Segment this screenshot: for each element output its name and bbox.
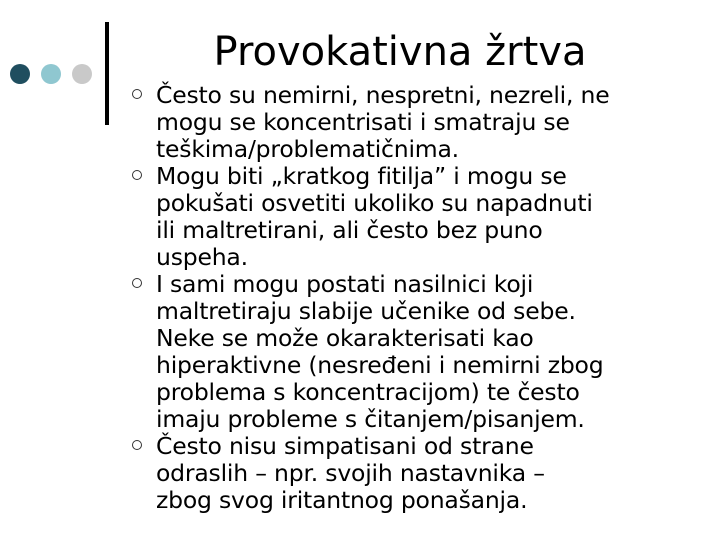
bullet-item-4 — [126, 433, 716, 514]
dark-teal-dot-icon — [10, 64, 30, 84]
hollow-circle-bullet-icon — [132, 170, 142, 180]
bullet-4-line-2: odraslih – npr. svojih nastavnika – — [156, 459, 545, 487]
bullet-3-line-1: I sami mogu postati nasilnici koji — [156, 270, 534, 298]
bullet-3-line-6: imaju probleme s čitanjem/pisanjem. — [156, 405, 585, 433]
bullet-1-line-3: teškima/problematičnima. — [156, 135, 459, 163]
hollow-circle-bullet-icon — [132, 89, 142, 99]
bullet-2-line-1: Mogu biti „kratkog fitilja” i mogu se — [156, 162, 567, 190]
vertical-divider — [105, 22, 109, 125]
decorative-dots — [10, 62, 96, 86]
bullet-3-line-2: maltretiraju slabije učenike od sebe. — [156, 297, 576, 325]
hollow-circle-bullet-icon — [132, 440, 142, 450]
bullet-4-line-3: zbog svog iritantnog ponašanja. — [156, 486, 528, 514]
bullet-item-2 — [126, 163, 716, 271]
light-teal-dot-icon — [41, 64, 61, 84]
bullet-4-line-1: Često nisu simpatisani od strane — [156, 432, 534, 460]
bullet-1-line-1: Često su nemirni, nespretni, nezreli, ne — [156, 81, 610, 109]
bullet-3-line-5: problema s koncentracijom) te često — [156, 378, 580, 406]
bullet-1-line-2: mogu se koncentrisati i smatraju se — [156, 108, 570, 136]
bullet-item-3 — [126, 271, 716, 433]
bullet-item-1 — [126, 82, 716, 163]
grey-dot-icon — [72, 64, 92, 84]
bullet-2-line-2: pokušati osvetiti ukoliko su napadnuti — [156, 189, 593, 217]
bullet-list — [126, 82, 716, 514]
slide-title: Provokativna žrtva — [213, 29, 587, 75]
bullet-3-line-3: Neke se može okarakterisati kao — [156, 324, 534, 352]
hollow-circle-bullet-icon — [132, 278, 142, 288]
bullet-2-line-3: ili maltretirani, ali često bez puno — [156, 216, 543, 244]
bullet-2-line-4: uspeha. — [156, 243, 248, 271]
bullet-3-line-4: hiperaktivne (nesređeni i nemirni zbog — [156, 351, 604, 379]
